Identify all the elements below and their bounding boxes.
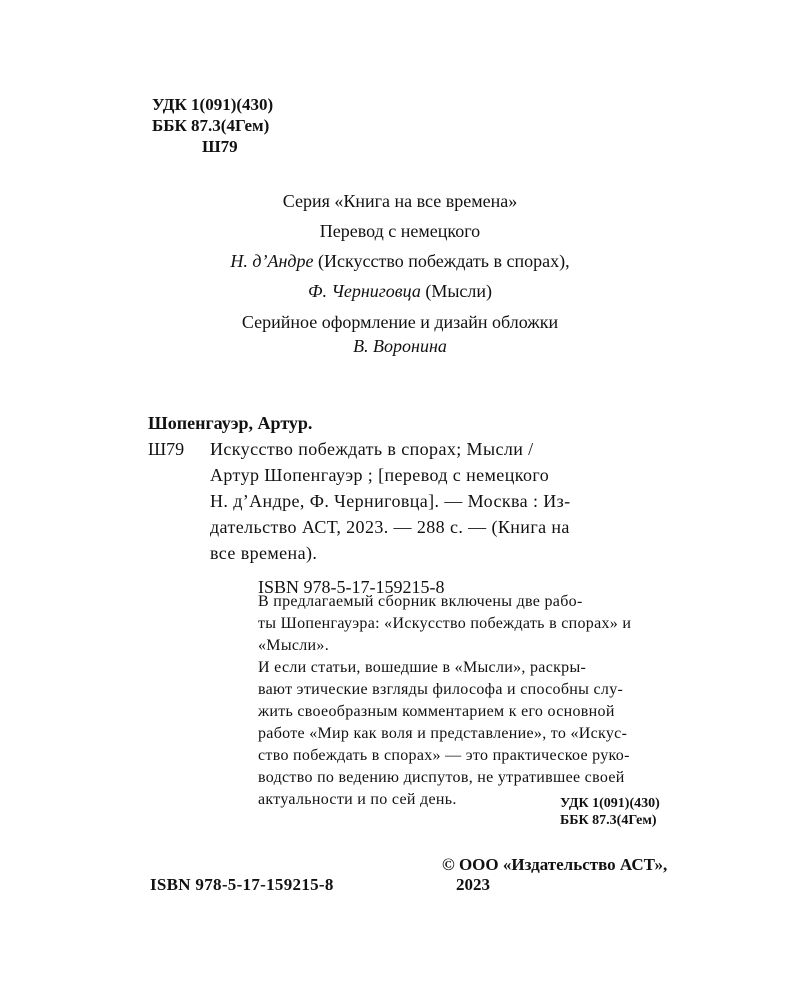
translator-1-name: Н. д’Андре bbox=[230, 251, 314, 271]
card-description bbox=[210, 436, 700, 566]
card-isbn: ISBN 978-5-17-159215-8 bbox=[258, 577, 445, 597]
card-description-line: дательство АСТ, 2023. — 288 с. — (Книга на bbox=[210, 517, 570, 537]
annotation-line: актуальности и по сей день. bbox=[258, 791, 457, 808]
annotation-line: жить своеобразным комментарием к его основной bbox=[258, 703, 615, 720]
annotation-line: вают этические взгляды философа и способны слу- bbox=[258, 681, 624, 698]
bbk-code: ББК 87.3(4Гем) bbox=[152, 116, 270, 135]
series-title: Серия «Книга на все времена» bbox=[282, 191, 518, 211]
translator-2 bbox=[150, 276, 650, 306]
card-entry bbox=[148, 436, 702, 566]
footer-isbn: ISBN 978-5-17-159215-8 bbox=[150, 875, 334, 894]
footer-classification bbox=[560, 795, 660, 829]
translator-1-work: (Искусство побеждать в спорах), bbox=[318, 251, 570, 271]
author-mark: Ш79 bbox=[202, 137, 238, 156]
annotation-line: В предлагаемый сборник включены две рабо- bbox=[258, 593, 583, 610]
card-description-line: все времена). bbox=[210, 543, 318, 563]
annotation bbox=[258, 591, 700, 811]
annotation-line: ты Шопенгауэра: «Искусство побеждать в спорах» и bbox=[258, 615, 632, 632]
card-description-line: Искусство побеждать в спорах; Мысли / bbox=[210, 439, 534, 459]
card-description-line: Артур Шопенгауэр ; [перевод с немецкого bbox=[210, 465, 550, 485]
catalog-card bbox=[148, 410, 702, 600]
footer-udk: УДК 1(091)(430) bbox=[560, 796, 660, 811]
annotation-line: «Мысли». bbox=[258, 637, 330, 654]
copyright bbox=[442, 855, 667, 895]
card-author: Шопенгауэр, Артур. bbox=[148, 413, 313, 433]
card-mark: Ш79 bbox=[148, 439, 185, 459]
card-description-line: Н. д’Андре, Ф. Черниговца]. — Москва : Из- bbox=[210, 491, 571, 511]
udk-code: УДК 1(091)(430) bbox=[152, 95, 274, 114]
designer-name: В. Воронина bbox=[353, 336, 447, 356]
annotation-line: работе «Мир как воля и представление», то «Искус- bbox=[258, 725, 628, 742]
footer-bbk: ББК 87.3(4Гем) bbox=[560, 813, 657, 828]
translation-label: Перевод с немецкого bbox=[319, 221, 481, 241]
translator-2-work: (Мысли) bbox=[425, 281, 493, 301]
annotation-line: ство побеждать в спорах» — это практическое руко- bbox=[258, 747, 630, 764]
annotation-line: водство по ведению диспутов, не утратившее своей bbox=[258, 769, 625, 786]
translator-1 bbox=[150, 246, 650, 276]
design-label: Серийное оформление и дизайн обложки bbox=[241, 312, 559, 332]
classification-block bbox=[152, 94, 273, 157]
copyright-holder: © ООО «Издательство АСТ», bbox=[442, 855, 668, 874]
credits-block bbox=[150, 186, 650, 358]
annotation-line: И если статьи, вошедшие в «Мысли», раскры- bbox=[258, 659, 587, 676]
translator-2-name: Ф. Черниговца bbox=[307, 281, 421, 301]
copyright-year: 2023 bbox=[456, 875, 490, 894]
